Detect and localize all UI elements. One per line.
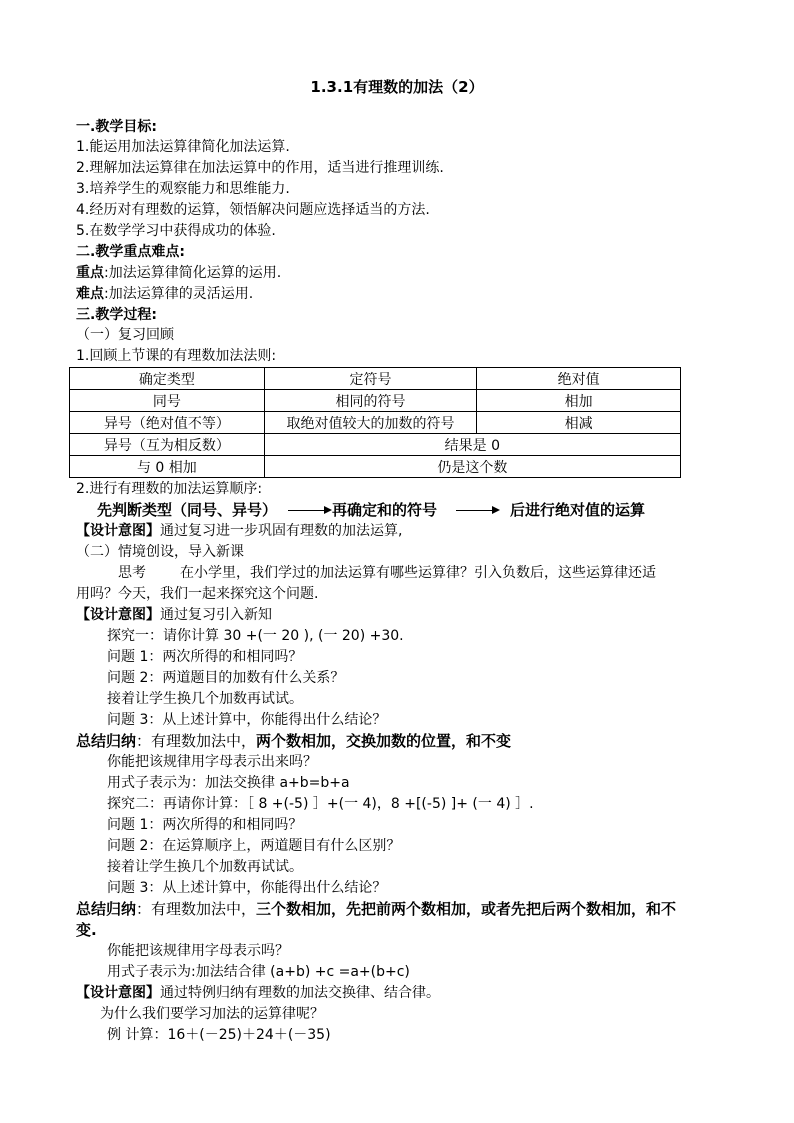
scene-heading: （二）情境创设，导入新课	[76, 544, 244, 560]
question: 问题 3：从上述计算中，你能得出什么结论？	[107, 712, 387, 728]
table-header: 定符号	[264, 368, 477, 390]
table-cell: 与 0 相加	[70, 456, 265, 478]
objective-item: 5.在数学学习中获得成功的体验.	[76, 223, 276, 239]
table-cell: 取绝对值较大的加数的符号	[264, 412, 477, 434]
order-step-1: 先判断类型（同号、异号）	[97, 501, 278, 519]
design-intent-2	[76, 605, 272, 625]
difficulty-label: 难点	[76, 286, 104, 302]
design-intent-label: 【设计意图】	[76, 607, 160, 623]
summary-label: 总结归纳	[76, 900, 137, 918]
explore-two: 探究二：再请你计算：［ 8 +(-5) ］+(一 4)，8 +[(-5) ]+ (一 4) ］.	[107, 796, 534, 812]
table-cell: 相加	[477, 390, 681, 412]
arrow-right-icon	[288, 510, 330, 511]
think-label: 思考	[118, 565, 146, 581]
letters-question: 你能把该规律用字母表示出来吗？	[107, 754, 317, 770]
letters-question: 你能把该规律用字母表示吗？	[107, 943, 289, 959]
instruction: 接着让学生换几个加数再试试。	[107, 859, 303, 875]
summary-label: 总结归纳	[76, 732, 137, 750]
objective-item: 4.经历对有理数的运算，领悟解决问题应选择适当的方法.	[76, 202, 430, 218]
example-problem: 例 计算：16＋(－25)＋24＋(－35)	[107, 1027, 331, 1043]
arrow-right-icon	[456, 510, 498, 511]
summary-rule: 三个数相加，先把前两个数相加，或者先把后两个数相加，和不	[256, 900, 677, 918]
instruction: 接着让学生换几个加数再试试。	[107, 691, 303, 707]
focus-label: 重点	[76, 265, 104, 281]
objective-item: 1.能运用加法运算律简化加法运算.	[76, 139, 290, 155]
table-header: 确定类型	[70, 368, 265, 390]
review-item: 1.回顾上节课的有理数加法法则:	[76, 348, 277, 364]
formula-associative: 用式子表示为:加法结合律 (a+b) +c =a+(b+c)	[107, 964, 410, 980]
table-header: 绝对值	[477, 368, 681, 390]
summary-2	[76, 899, 676, 919]
table-row	[70, 434, 681, 456]
design-intent-text: 通过复习进一步巩固有理数的加法运算,	[160, 523, 403, 539]
think-text-continued: 用吗？今天，我们一起来探究这个问题.	[76, 586, 319, 602]
design-intent-1	[76, 521, 402, 541]
summary-text: ：有理数加法中，	[136, 900, 257, 918]
table-cell: 相减	[477, 412, 681, 434]
question: 问题 2：两道题目的加数有什么关系？	[107, 670, 345, 686]
difficulty-line	[76, 284, 253, 304]
summary-rule-continued: 变.	[76, 921, 97, 939]
explore-one: 探究一：请你计算 30 +(一 20 ), (一 20) +30.	[107, 628, 404, 644]
review-heading: （一）复习回顾	[76, 327, 174, 343]
focus-text: :加法运算律简化运算的运用.	[104, 265, 282, 281]
order-step-3: 后进行绝对值的运算	[510, 501, 646, 519]
design-intent-3	[76, 983, 440, 1003]
summary-1	[76, 731, 511, 751]
key-points-heading: 二.教学重点难点:	[76, 244, 185, 260]
table-row	[70, 390, 681, 412]
summary-rule: 两个数相加，交换加数的位置，和不变	[256, 732, 512, 750]
addition-rules-table	[69, 367, 681, 478]
page-title: 1.3.1有理数的加法（2）	[310, 78, 484, 96]
table-row	[70, 368, 681, 390]
difficulty-text: :加法运算律的灵活运用.	[104, 286, 254, 302]
think-text: 在小学里，我们学过的加法运算有哪些运算律？引入负数后，这些运算律还适	[180, 565, 656, 581]
table-row	[70, 412, 681, 434]
summary-text: ：有理数加法中，	[136, 732, 257, 750]
review-item: 2.进行有理数的加法运算顺序:	[76, 481, 263, 497]
question: 问题 2：在运算顺序上，两道题目有什么区别？	[107, 838, 401, 854]
table-cell: 同号	[70, 390, 265, 412]
table-row	[70, 456, 681, 478]
design-intent-label: 【设计意图】	[76, 523, 160, 539]
table-cell: 相同的符号	[264, 390, 477, 412]
process-heading: 三.教学过程:	[76, 307, 157, 323]
formula-commutative: 用式子表示为：加法交换律 a+b=b+a	[107, 775, 350, 791]
table-cell: 仍是这个数	[264, 456, 680, 478]
design-intent-label: 【设计意图】	[76, 985, 160, 1001]
table-cell: 异号（绝对值不等）	[70, 412, 265, 434]
objective-item: 2.理解加法运算律在加法运算中的作用，适当进行推理训练.	[76, 160, 444, 176]
focus-line	[76, 263, 281, 283]
why-question: 为什么我们要学习加法的运算律呢？	[100, 1006, 324, 1022]
table-cell: 结果是 0	[264, 434, 680, 456]
design-intent-text: 通过特例归纳有理数的加法交换律、结合律。	[160, 985, 440, 1001]
table-cell: 异号（互为相反数）	[70, 434, 265, 456]
question: 问题 1：两次所得的和相同吗？	[107, 817, 303, 833]
question: 问题 3：从上述计算中，你能得出什么结论？	[107, 880, 387, 896]
design-intent-text: 通过复习引入新知	[160, 607, 272, 623]
order-step-2: 再确定和的符号	[332, 501, 438, 519]
objective-item: 3.培养学生的观察能力和思维能力.	[76, 181, 290, 197]
objectives-heading: 一.教学目标:	[76, 119, 157, 135]
question: 问题 1：两次所得的和相同吗？	[107, 649, 303, 665]
